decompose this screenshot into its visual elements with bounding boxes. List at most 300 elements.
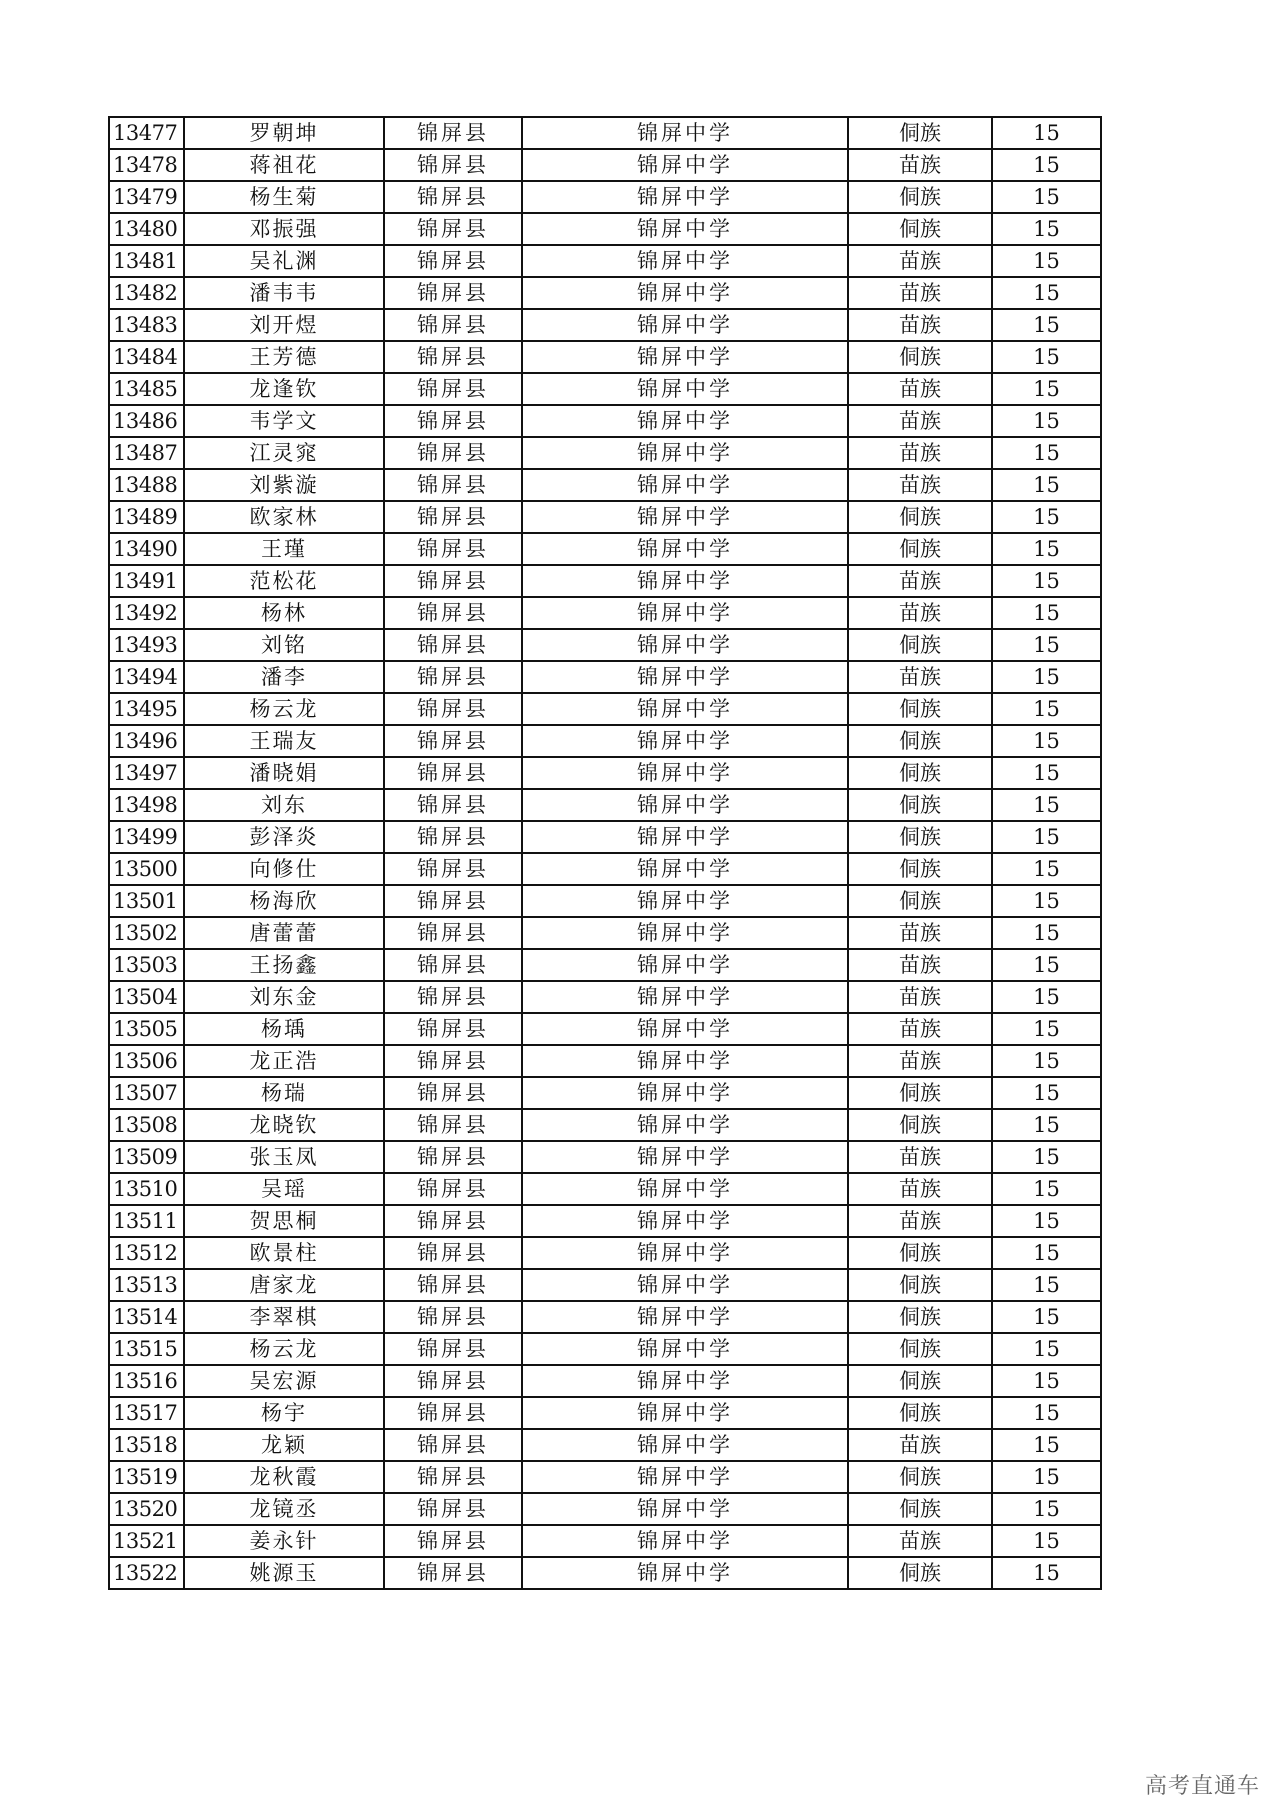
name-cell: 蒋祖花: [184, 149, 384, 181]
ethnicity-cell: 侗族: [848, 501, 992, 533]
county-cell: 锦屏县: [384, 309, 522, 341]
county-cell: 锦屏县: [384, 405, 522, 437]
county-cell: 锦屏县: [384, 1429, 522, 1461]
ethnicity-cell: 侗族: [848, 789, 992, 821]
ethnicity-cell: 苗族: [848, 917, 992, 949]
county-cell: 锦屏县: [384, 1045, 522, 1077]
name-cell: 王扬鑫: [184, 949, 384, 981]
county-cell: 锦屏县: [384, 1557, 522, 1589]
id-cell: 13479: [109, 181, 184, 213]
ethnicity-cell: 侗族: [848, 1333, 992, 1365]
score-cell: 15: [992, 885, 1101, 917]
name-cell: 欧景柱: [184, 1237, 384, 1269]
name-cell: 龙逢钦: [184, 373, 384, 405]
id-cell: 13477: [109, 117, 184, 149]
ethnicity-cell: 侗族: [848, 757, 992, 789]
county-cell: 锦屏县: [384, 1013, 522, 1045]
score-cell: 15: [992, 469, 1101, 501]
name-cell: 向修仕: [184, 853, 384, 885]
county-cell: 锦屏县: [384, 437, 522, 469]
county-cell: 锦屏县: [384, 1205, 522, 1237]
table-row: [109, 213, 1101, 245]
ethnicity-cell: 侗族: [848, 1269, 992, 1301]
school-cell: 锦屏中学: [522, 757, 848, 789]
county-cell: 锦屏县: [384, 213, 522, 245]
table-row: [109, 1237, 1101, 1269]
school-cell: 锦屏中学: [522, 1557, 848, 1589]
name-cell: 杨云龙: [184, 693, 384, 725]
name-cell: 邓振强: [184, 213, 384, 245]
county-cell: 锦屏县: [384, 245, 522, 277]
name-cell: 唐家龙: [184, 1269, 384, 1301]
ethnicity-cell: 侗族: [848, 821, 992, 853]
school-cell: 锦屏中学: [522, 1429, 848, 1461]
ethnicity-cell: 苗族: [848, 1205, 992, 1237]
table-row: [109, 1301, 1101, 1333]
school-cell: 锦屏中学: [522, 693, 848, 725]
ethnicity-cell: 侗族: [848, 117, 992, 149]
id-cell: 13516: [109, 1365, 184, 1397]
school-cell: 锦屏中学: [522, 1365, 848, 1397]
score-cell: 15: [992, 533, 1101, 565]
score-cell: 15: [992, 693, 1101, 725]
table-row: [109, 661, 1101, 693]
county-cell: 锦屏县: [384, 149, 522, 181]
table-row: [109, 1077, 1101, 1109]
table-row: [109, 789, 1101, 821]
school-cell: 锦屏中学: [522, 789, 848, 821]
table-row: [109, 1429, 1101, 1461]
table-row: [109, 725, 1101, 757]
county-cell: 锦屏县: [384, 885, 522, 917]
table-row: [109, 149, 1101, 181]
score-cell: 15: [992, 917, 1101, 949]
id-cell: 13519: [109, 1461, 184, 1493]
school-cell: 锦屏中学: [522, 1141, 848, 1173]
table-row: [109, 1173, 1101, 1205]
score-cell: 15: [992, 821, 1101, 853]
table-row: [109, 757, 1101, 789]
name-cell: 龙镜丞: [184, 1493, 384, 1525]
table-row: [109, 373, 1101, 405]
id-cell: 13495: [109, 693, 184, 725]
school-cell: 锦屏中学: [522, 213, 848, 245]
table-row: [109, 1461, 1101, 1493]
school-cell: 锦屏中学: [522, 1045, 848, 1077]
score-cell: 15: [992, 245, 1101, 277]
school-cell: 锦屏中学: [522, 1269, 848, 1301]
ethnicity-cell: 苗族: [848, 405, 992, 437]
name-cell: 杨海欣: [184, 885, 384, 917]
score-cell: 15: [992, 725, 1101, 757]
county-cell: 锦屏县: [384, 277, 522, 309]
id-cell: 13504: [109, 981, 184, 1013]
score-cell: 15: [992, 1429, 1101, 1461]
county-cell: 锦屏县: [384, 597, 522, 629]
county-cell: 锦屏县: [384, 757, 522, 789]
name-cell: 唐蕾蕾: [184, 917, 384, 949]
name-cell: 龙晓钦: [184, 1109, 384, 1141]
table-row: [109, 1269, 1101, 1301]
name-cell: 江灵窕: [184, 437, 384, 469]
name-cell: 罗朝坤: [184, 117, 384, 149]
score-cell: 15: [992, 341, 1101, 373]
county-cell: 锦屏县: [384, 1269, 522, 1301]
score-cell: 15: [992, 1557, 1101, 1589]
county-cell: 锦屏县: [384, 1493, 522, 1525]
county-cell: 锦屏县: [384, 853, 522, 885]
id-cell: 13499: [109, 821, 184, 853]
id-cell: 13507: [109, 1077, 184, 1109]
name-cell: 杨宇: [184, 1397, 384, 1429]
table-row: [109, 1557, 1101, 1589]
id-cell: 13510: [109, 1173, 184, 1205]
id-cell: 13515: [109, 1333, 184, 1365]
id-cell: 13484: [109, 341, 184, 373]
school-cell: 锦屏中学: [522, 1493, 848, 1525]
table-row: [109, 853, 1101, 885]
score-cell: 15: [992, 1269, 1101, 1301]
county-cell: 锦屏县: [384, 373, 522, 405]
table-row: [109, 1013, 1101, 1045]
name-cell: 杨瑀: [184, 1013, 384, 1045]
ethnicity-cell: 侗族: [848, 533, 992, 565]
score-cell: 15: [992, 1205, 1101, 1237]
table-row: [109, 1109, 1101, 1141]
county-cell: 锦屏县: [384, 981, 522, 1013]
score-cell: 15: [992, 1333, 1101, 1365]
score-cell: 15: [992, 213, 1101, 245]
ethnicity-cell: 侗族: [848, 1237, 992, 1269]
county-cell: 锦屏县: [384, 949, 522, 981]
watermark-text: 高考直通车: [1144, 1774, 1260, 1799]
county-cell: 锦屏县: [384, 1525, 522, 1557]
ethnicity-cell: 侗族: [848, 693, 992, 725]
id-cell: 13517: [109, 1397, 184, 1429]
id-cell: 13490: [109, 533, 184, 565]
id-cell: 13486: [109, 405, 184, 437]
score-cell: 15: [992, 1077, 1101, 1109]
name-cell: 潘晓娟: [184, 757, 384, 789]
name-cell: 姚源玉: [184, 1557, 384, 1589]
name-cell: 贺思桐: [184, 1205, 384, 1237]
county-cell: 锦屏县: [384, 725, 522, 757]
school-cell: 锦屏中学: [522, 917, 848, 949]
id-cell: 13491: [109, 565, 184, 597]
name-cell: 杨瑞: [184, 1077, 384, 1109]
name-cell: 杨林: [184, 597, 384, 629]
school-cell: 锦屏中学: [522, 661, 848, 693]
county-cell: 锦屏县: [384, 181, 522, 213]
id-cell: 13488: [109, 469, 184, 501]
name-cell: 王芳德: [184, 341, 384, 373]
name-cell: 韦学文: [184, 405, 384, 437]
ethnicity-cell: 苗族: [848, 469, 992, 501]
ethnicity-cell: 苗族: [848, 981, 992, 1013]
id-cell: 13480: [109, 213, 184, 245]
name-cell: 吴宏源: [184, 1365, 384, 1397]
county-cell: 锦屏县: [384, 629, 522, 661]
table-row: [109, 917, 1101, 949]
ethnicity-cell: 侗族: [848, 853, 992, 885]
ethnicity-cell: 侗族: [848, 1557, 992, 1589]
score-cell: 15: [992, 853, 1101, 885]
county-cell: 锦屏县: [384, 1461, 522, 1493]
school-cell: 锦屏中学: [522, 1333, 848, 1365]
ethnicity-cell: 苗族: [848, 437, 992, 469]
score-cell: 15: [992, 1237, 1101, 1269]
ethnicity-cell: 侗族: [848, 1109, 992, 1141]
ethnicity-cell: 侗族: [848, 885, 992, 917]
score-cell: 15: [992, 565, 1101, 597]
score-cell: 15: [992, 181, 1101, 213]
table-row: [109, 501, 1101, 533]
table-row: [109, 469, 1101, 501]
ethnicity-cell: 侗族: [848, 629, 992, 661]
id-cell: 13496: [109, 725, 184, 757]
name-cell: 刘铭: [184, 629, 384, 661]
id-cell: 13498: [109, 789, 184, 821]
id-cell: 13494: [109, 661, 184, 693]
id-cell: 13483: [109, 309, 184, 341]
score-cell: 15: [992, 1461, 1101, 1493]
score-cell: 15: [992, 789, 1101, 821]
county-cell: 锦屏县: [384, 1141, 522, 1173]
county-cell: 锦屏县: [384, 789, 522, 821]
ethnicity-cell: 侗族: [848, 1301, 992, 1333]
school-cell: 锦屏中学: [522, 469, 848, 501]
table-row: [109, 117, 1101, 149]
table-row: [109, 181, 1101, 213]
school-cell: 锦屏中学: [522, 1525, 848, 1557]
score-cell: 15: [992, 1045, 1101, 1077]
name-cell: 欧家林: [184, 501, 384, 533]
school-cell: 锦屏中学: [522, 1077, 848, 1109]
score-cell: 15: [992, 1397, 1101, 1429]
score-cell: 15: [992, 277, 1101, 309]
school-cell: 锦屏中学: [522, 309, 848, 341]
table-row: [109, 533, 1101, 565]
id-cell: 13509: [109, 1141, 184, 1173]
score-cell: 15: [992, 661, 1101, 693]
table-row: [109, 405, 1101, 437]
table-row: [109, 629, 1101, 661]
ethnicity-cell: 苗族: [848, 309, 992, 341]
name-cell: 刘东金: [184, 981, 384, 1013]
table-row: [109, 341, 1101, 373]
school-cell: 锦屏中学: [522, 725, 848, 757]
name-cell: 吴瑶: [184, 1173, 384, 1205]
county-cell: 锦屏县: [384, 1109, 522, 1141]
name-cell: 彭泽炎: [184, 821, 384, 853]
id-cell: 13522: [109, 1557, 184, 1589]
id-cell: 13485: [109, 373, 184, 405]
ethnicity-cell: 侗族: [848, 1365, 992, 1397]
name-cell: 刘紫漩: [184, 469, 384, 501]
id-cell: 13497: [109, 757, 184, 789]
name-cell: 姜永针: [184, 1525, 384, 1557]
name-cell: 杨生菊: [184, 181, 384, 213]
id-cell: 13521: [109, 1525, 184, 1557]
county-cell: 锦屏县: [384, 693, 522, 725]
table-row: [109, 885, 1101, 917]
school-cell: 锦屏中学: [522, 1301, 848, 1333]
score-cell: 15: [992, 629, 1101, 661]
county-cell: 锦屏县: [384, 1077, 522, 1109]
table-row: [109, 1333, 1101, 1365]
name-cell: 李翠棋: [184, 1301, 384, 1333]
score-cell: 15: [992, 501, 1101, 533]
ethnicity-cell: 苗族: [848, 1429, 992, 1461]
ethnicity-cell: 苗族: [848, 1173, 992, 1205]
table-row: [109, 1045, 1101, 1077]
id-cell: 13481: [109, 245, 184, 277]
id-cell: 13506: [109, 1045, 184, 1077]
ethnicity-cell: 侗族: [848, 1461, 992, 1493]
ethnicity-cell: 苗族: [848, 1525, 992, 1557]
score-cell: 15: [992, 757, 1101, 789]
name-cell: 张玉凤: [184, 1141, 384, 1173]
school-cell: 锦屏中学: [522, 1205, 848, 1237]
score-cell: 15: [992, 1013, 1101, 1045]
id-cell: 13512: [109, 1237, 184, 1269]
score-cell: 15: [992, 1301, 1101, 1333]
ethnicity-cell: 苗族: [848, 1045, 992, 1077]
id-cell: 13500: [109, 853, 184, 885]
ethnicity-cell: 侗族: [848, 1077, 992, 1109]
id-cell: 13511: [109, 1205, 184, 1237]
school-cell: 锦屏中学: [522, 1013, 848, 1045]
score-cell: 15: [992, 1109, 1101, 1141]
id-cell: 13503: [109, 949, 184, 981]
score-cell: 15: [992, 949, 1101, 981]
ethnicity-cell: 苗族: [848, 373, 992, 405]
ethnicity-cell: 苗族: [848, 597, 992, 629]
school-cell: 锦屏中学: [522, 1237, 848, 1269]
ethnicity-cell: 苗族: [848, 149, 992, 181]
name-cell: 潘李: [184, 661, 384, 693]
id-cell: 13492: [109, 597, 184, 629]
score-cell: 15: [992, 1493, 1101, 1525]
roster-table: [108, 116, 1102, 1590]
id-cell: 13487: [109, 437, 184, 469]
name-cell: 龙秋霞: [184, 1461, 384, 1493]
school-cell: 锦屏中学: [522, 501, 848, 533]
county-cell: 锦屏县: [384, 469, 522, 501]
name-cell: 潘韦韦: [184, 277, 384, 309]
score-cell: 15: [992, 405, 1101, 437]
name-cell: 范松花: [184, 565, 384, 597]
score-cell: 15: [992, 1365, 1101, 1397]
county-cell: 锦屏县: [384, 1173, 522, 1205]
id-cell: 13508: [109, 1109, 184, 1141]
school-cell: 锦屏中学: [522, 437, 848, 469]
county-cell: 锦屏县: [384, 533, 522, 565]
school-cell: 锦屏中学: [522, 1109, 848, 1141]
id-cell: 13478: [109, 149, 184, 181]
school-cell: 锦屏中学: [522, 629, 848, 661]
table-row: [109, 1493, 1101, 1525]
name-cell: 杨云龙: [184, 1333, 384, 1365]
table-row: [109, 245, 1101, 277]
table-row: [109, 949, 1101, 981]
school-cell: 锦屏中学: [522, 981, 848, 1013]
school-cell: 锦屏中学: [522, 405, 848, 437]
table-row: [109, 1525, 1101, 1557]
roster-table-container: [108, 116, 1100, 1590]
county-cell: 锦屏县: [384, 917, 522, 949]
id-cell: 13518: [109, 1429, 184, 1461]
ethnicity-cell: 侗族: [848, 725, 992, 757]
score-cell: 15: [992, 373, 1101, 405]
ethnicity-cell: 苗族: [848, 949, 992, 981]
ethnicity-cell: 侗族: [848, 341, 992, 373]
id-cell: 13501: [109, 885, 184, 917]
school-cell: 锦屏中学: [522, 533, 848, 565]
score-cell: 15: [992, 437, 1101, 469]
county-cell: 锦屏县: [384, 341, 522, 373]
score-cell: 15: [992, 149, 1101, 181]
county-cell: 锦屏县: [384, 1333, 522, 1365]
school-cell: 锦屏中学: [522, 341, 848, 373]
school-cell: 锦屏中学: [522, 117, 848, 149]
table-row: [109, 1365, 1101, 1397]
id-cell: 13514: [109, 1301, 184, 1333]
county-cell: 锦屏县: [384, 821, 522, 853]
school-cell: 锦屏中学: [522, 821, 848, 853]
school-cell: 锦屏中学: [522, 1397, 848, 1429]
table-row: [109, 1141, 1101, 1173]
score-cell: 15: [992, 309, 1101, 341]
county-cell: 锦屏县: [384, 117, 522, 149]
county-cell: 锦屏县: [384, 661, 522, 693]
id-cell: 13502: [109, 917, 184, 949]
table-row: [109, 277, 1101, 309]
id-cell: 13489: [109, 501, 184, 533]
ethnicity-cell: 苗族: [848, 661, 992, 693]
county-cell: 锦屏县: [384, 565, 522, 597]
roster-table-body: [109, 117, 1101, 1589]
score-cell: 15: [992, 117, 1101, 149]
county-cell: 锦屏县: [384, 1237, 522, 1269]
id-cell: 13493: [109, 629, 184, 661]
table-row: [109, 1397, 1101, 1429]
score-cell: 15: [992, 1141, 1101, 1173]
name-cell: 刘开煜: [184, 309, 384, 341]
ethnicity-cell: 侗族: [848, 181, 992, 213]
school-cell: 锦屏中学: [522, 1461, 848, 1493]
ethnicity-cell: 侗族: [848, 1493, 992, 1525]
score-cell: 15: [992, 981, 1101, 1013]
score-cell: 15: [992, 1525, 1101, 1557]
table-row: [109, 693, 1101, 725]
table-row: [109, 565, 1101, 597]
id-cell: 13513: [109, 1269, 184, 1301]
name-cell: 龙颖: [184, 1429, 384, 1461]
score-cell: 15: [992, 1173, 1101, 1205]
table-row: [109, 597, 1101, 629]
ethnicity-cell: 苗族: [848, 565, 992, 597]
school-cell: 锦屏中学: [522, 949, 848, 981]
ethnicity-cell: 侗族: [848, 213, 992, 245]
table-row: [109, 1205, 1101, 1237]
county-cell: 锦屏县: [384, 1365, 522, 1397]
score-cell: 15: [992, 597, 1101, 629]
table-row: [109, 821, 1101, 853]
ethnicity-cell: 侗族: [848, 1397, 992, 1429]
county-cell: 锦屏县: [384, 1397, 522, 1429]
table-row: [109, 437, 1101, 469]
